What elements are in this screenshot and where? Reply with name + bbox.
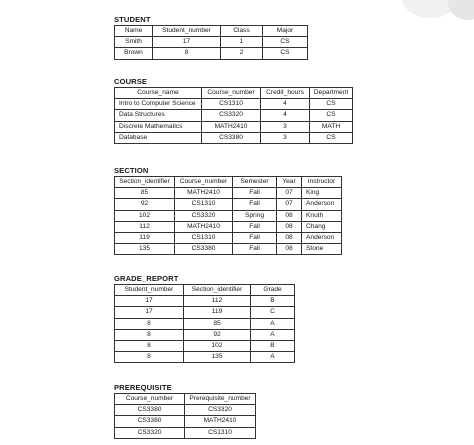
column-header: Course_name: [115, 88, 202, 99]
table-cell: Fall: [233, 221, 277, 232]
relation-title: COURSE: [114, 77, 148, 86]
column-header: Prerequisite_number: [185, 394, 256, 405]
table-row: [115, 352, 295, 363]
table-cell: CS: [263, 37, 308, 48]
table-cell: Smith: [115, 37, 153, 48]
table-cell: Fall: [233, 188, 277, 199]
table-cell: Spring: [233, 210, 277, 221]
table-cell: MATH2410: [175, 221, 233, 232]
table-cell: 119: [115, 232, 175, 243]
table-cell: CS3380: [115, 405, 185, 416]
table-row: [115, 416, 256, 427]
column-header: Instructor: [302, 177, 342, 188]
table-cell: 17: [115, 296, 184, 307]
grade-report-table: [114, 284, 295, 363]
table-cell: 17: [115, 307, 184, 318]
table-cell: 102: [115, 210, 175, 221]
relation-title: PREREQUISITE: [114, 383, 172, 392]
table-cell: King: [302, 188, 342, 199]
table-row: [115, 329, 295, 340]
table-cell: 08: [277, 244, 302, 255]
table-cell: CS1310: [175, 199, 233, 210]
table-cell: A: [251, 352, 295, 363]
table-cell: CS3380: [175, 244, 233, 255]
table-cell: C: [251, 307, 295, 318]
table-cell: CS: [310, 132, 353, 143]
table-row: [115, 221, 342, 232]
header-row: [115, 26, 308, 37]
column-header: Course_number: [175, 177, 233, 188]
table-cell: 102: [184, 340, 251, 351]
table-row: [115, 121, 353, 132]
table-cell: CS3320: [115, 427, 185, 438]
table-cell: 1: [221, 37, 263, 48]
table-cell: 92: [115, 199, 175, 210]
column-header: Year: [277, 177, 302, 188]
table-cell: CS3380: [202, 132, 261, 143]
table-cell: CS1310: [185, 427, 256, 438]
prerequisite-table: [114, 393, 256, 439]
table-cell: Anderson: [302, 232, 342, 243]
column-header: Semester: [233, 177, 277, 188]
table-cell: CS3320: [175, 210, 233, 221]
table-cell: 135: [184, 352, 251, 363]
table-cell: CS: [263, 48, 308, 59]
column-header: Course_number: [202, 88, 261, 99]
column-header: Course_number: [115, 394, 185, 405]
column-header: Student_number: [115, 285, 184, 296]
column-header: Section_identifier: [184, 285, 251, 296]
table-cell: 3: [261, 132, 310, 143]
table-cell: CS: [310, 110, 353, 121]
table-row: [115, 99, 353, 110]
column-header: Student_number: [153, 26, 221, 37]
column-header: Credit_hours: [261, 88, 310, 99]
header-row: [115, 88, 353, 99]
table-cell: Chang: [302, 221, 342, 232]
table-cell: MATH2410: [202, 121, 261, 132]
table-cell: CS3320: [202, 110, 261, 121]
table-row: [115, 199, 342, 210]
table-row: [115, 210, 342, 221]
section-table: [114, 176, 342, 255]
table-cell: 17: [153, 37, 221, 48]
table-cell: 112: [184, 296, 251, 307]
table-cell: Anderson: [302, 199, 342, 210]
relation-title: SECTION: [114, 166, 149, 175]
table-cell: B: [251, 296, 295, 307]
table-cell: Fall: [233, 199, 277, 210]
table-cell: Fall: [233, 244, 277, 255]
table-cell: Data Structures: [115, 110, 202, 121]
table-row: [115, 48, 308, 59]
table-cell: CS: [310, 99, 353, 110]
table-cell: Intro to Computer Science: [115, 99, 202, 110]
table-cell: A: [251, 318, 295, 329]
table-cell: 112: [115, 221, 175, 232]
header-row: [115, 177, 342, 188]
table-cell: 2: [221, 48, 263, 59]
header-row: [115, 394, 256, 405]
table-row: [115, 37, 308, 48]
table-cell: CS3320: [185, 405, 256, 416]
table-cell: CS1310: [202, 99, 261, 110]
column-header: Class: [221, 26, 263, 37]
table-row: [115, 318, 295, 329]
relation-title: GRADE_REPORT: [114, 274, 179, 283]
table-row: [115, 110, 353, 121]
table-row: [115, 296, 295, 307]
table-cell: Brown: [115, 48, 153, 59]
column-header: Section_identifier: [115, 177, 175, 188]
table-cell: 85: [115, 188, 175, 199]
table-cell: CS3380: [115, 416, 185, 427]
column-header: Department: [310, 88, 353, 99]
table-cell: 119: [184, 307, 251, 318]
table-cell: 8: [115, 352, 184, 363]
table-cell: CS1310: [175, 232, 233, 243]
header-row: [115, 285, 295, 296]
column-header: Name: [115, 26, 153, 37]
table-row: [115, 427, 256, 438]
table-cell: 85: [184, 318, 251, 329]
table-cell: 135: [115, 244, 175, 255]
table-row: [115, 232, 342, 243]
table-cell: B: [251, 340, 295, 351]
table-cell: 4: [261, 99, 310, 110]
table-cell: 92: [184, 329, 251, 340]
table-cell: 8: [153, 48, 221, 59]
section-relation: [114, 166, 342, 255]
table-row: [115, 132, 353, 143]
student-relation: [114, 15, 308, 60]
table-row: [115, 340, 295, 351]
course-relation: [114, 77, 353, 144]
table-cell: 08: [277, 232, 302, 243]
table-cell: Database: [115, 132, 202, 143]
table-cell: Knuth: [302, 210, 342, 221]
table-cell: 4: [261, 110, 310, 121]
grade-report-relation: [114, 274, 295, 363]
prerequisite-relation: [114, 383, 256, 439]
table-cell: 08: [277, 221, 302, 232]
table-cell: MATH: [310, 121, 353, 132]
table-cell: A: [251, 329, 295, 340]
column-header: Major: [263, 26, 308, 37]
table-cell: 8: [115, 340, 184, 351]
table-cell: MATH2410: [175, 188, 233, 199]
table-cell: 3: [261, 121, 310, 132]
column-header: Grade: [251, 285, 295, 296]
table-cell: 07: [277, 199, 302, 210]
table-cell: MATH2410: [185, 416, 256, 427]
table-cell: Discrete Mathematics: [115, 121, 202, 132]
relation-title: STUDENT: [114, 15, 151, 24]
table-cell: Stone: [302, 244, 342, 255]
table-row: [115, 188, 342, 199]
table-cell: 8: [115, 318, 184, 329]
table-row: [115, 244, 342, 255]
table-row: [115, 307, 295, 318]
corner-decoration-2: [448, 0, 474, 20]
student-table: [114, 25, 308, 60]
table-cell: Fall: [233, 232, 277, 243]
table-cell: 08: [277, 210, 302, 221]
course-table: [114, 87, 353, 144]
table-cell: 07: [277, 188, 302, 199]
table-cell: 8: [115, 329, 184, 340]
table-row: [115, 405, 256, 416]
